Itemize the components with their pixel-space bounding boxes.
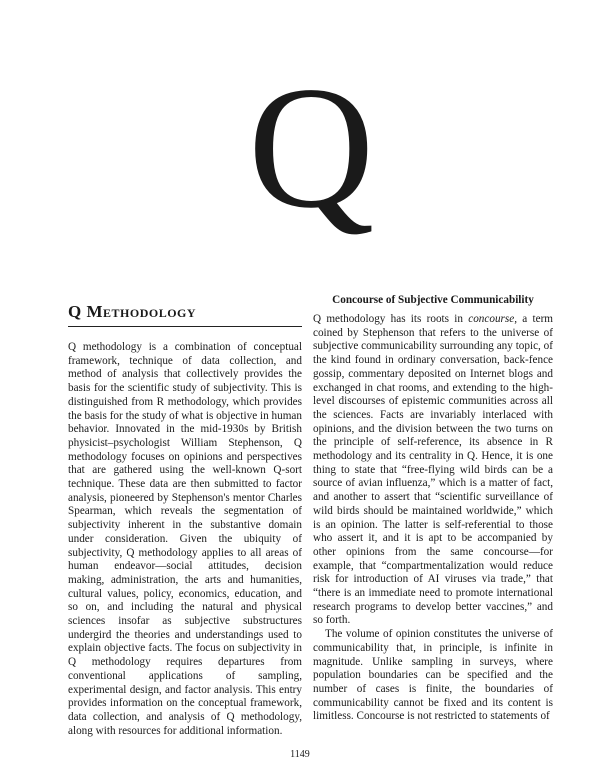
section-letter: Q	[248, 50, 375, 244]
entry-title: Q Methodology	[68, 302, 197, 321]
intro-paragraph: Q methodology is a combination of conceptual framework, technique of data collection, and method of analysis that collectively provides the basis for the scientific study of subjectivity. This is distinguished from R methodology, which provides the basis for the study of what is objective in human behavior. Innovated in the mid-1930s by British physicist–psychologist William Stephenson, Q methodology focuses on opinions and perspectives that are gathered using the well-known Q-sort technique. These data are then submitted to factor analysis, pioneered by Stephenson's mentor Charles Spearman, which reveals the segmentation of subjectivity inherent in the substantive domain under consideration. Given the ubiquity of subjectivity, Q methodology applies to all areas of human endeavor—social attitudes, decision making, administration, the arts and humanities, cultural values, policy, economics, education, and so on, and including the natural and physical sciences insofar as subjective substructures undergird the theories and understandings used to explain objective facts. The focus on subjectivity in Q methodology requires departures from conventional applications of sampling, experimental design, and factor analysis. This entry provides information on the conceptual framework, data collection, and analysis of Q methodology, along with resources for additional information.	[68, 341, 302, 737]
concourse-paragraph-1	[313, 313, 553, 628]
paragraph-1-rest: a term coined by Stephenson that refers to the universe of subjective communicability surrounding any topic, of the kind found in ordinary conversation, back-fence gossip, commentary deposited on Internet blogs and exchanged in chat rooms, and extending to the high-level discourses of epistemic communities across all the sciences. Facts are invariably interlaced with opinions, and the division between the two turns on the principle of self-reference, its absence in R methodology and its centrality in Q. Hence, it is one thing to state that “free-flying wild birds can be a source of avian influenza,” which is a matter of fact, and another to assert that “scientific surveillance of wild birds should be maintained worldwide,” which is an opinion. The latter is self-referential to those who assert it, and it is apt to be accompanied by other opinions from the same concourse—for example, that “compartmentalization would reduce risk for introduction of AI viruses via trade,” that “there is an immediate need to promote international research programs to develop better vaccines,” and so forth.	[313, 313, 553, 627]
concourse-paragraph-2: The volume of opinion constitutes the universe of communicability that, in principle, is infinite in magnitude. Unlike sampling in surveys, where population boundaries can be specified and the number of cases is finite, the boundaries of communicability cannot be fixed and its content is limitless. Concourse is not restricted to statements of	[313, 628, 553, 723]
section-heading: Concourse of Subjective Communicability	[332, 294, 534, 306]
paragraph-1-start: Q methodology has its roots in	[313, 313, 469, 325]
page-number: 1149	[290, 749, 310, 760]
right-column	[313, 293, 553, 724]
concourse-term: concourse,	[468, 313, 518, 325]
left-column	[68, 341, 302, 738]
entry-title-block	[68, 302, 302, 327]
title-rule	[68, 326, 302, 327]
